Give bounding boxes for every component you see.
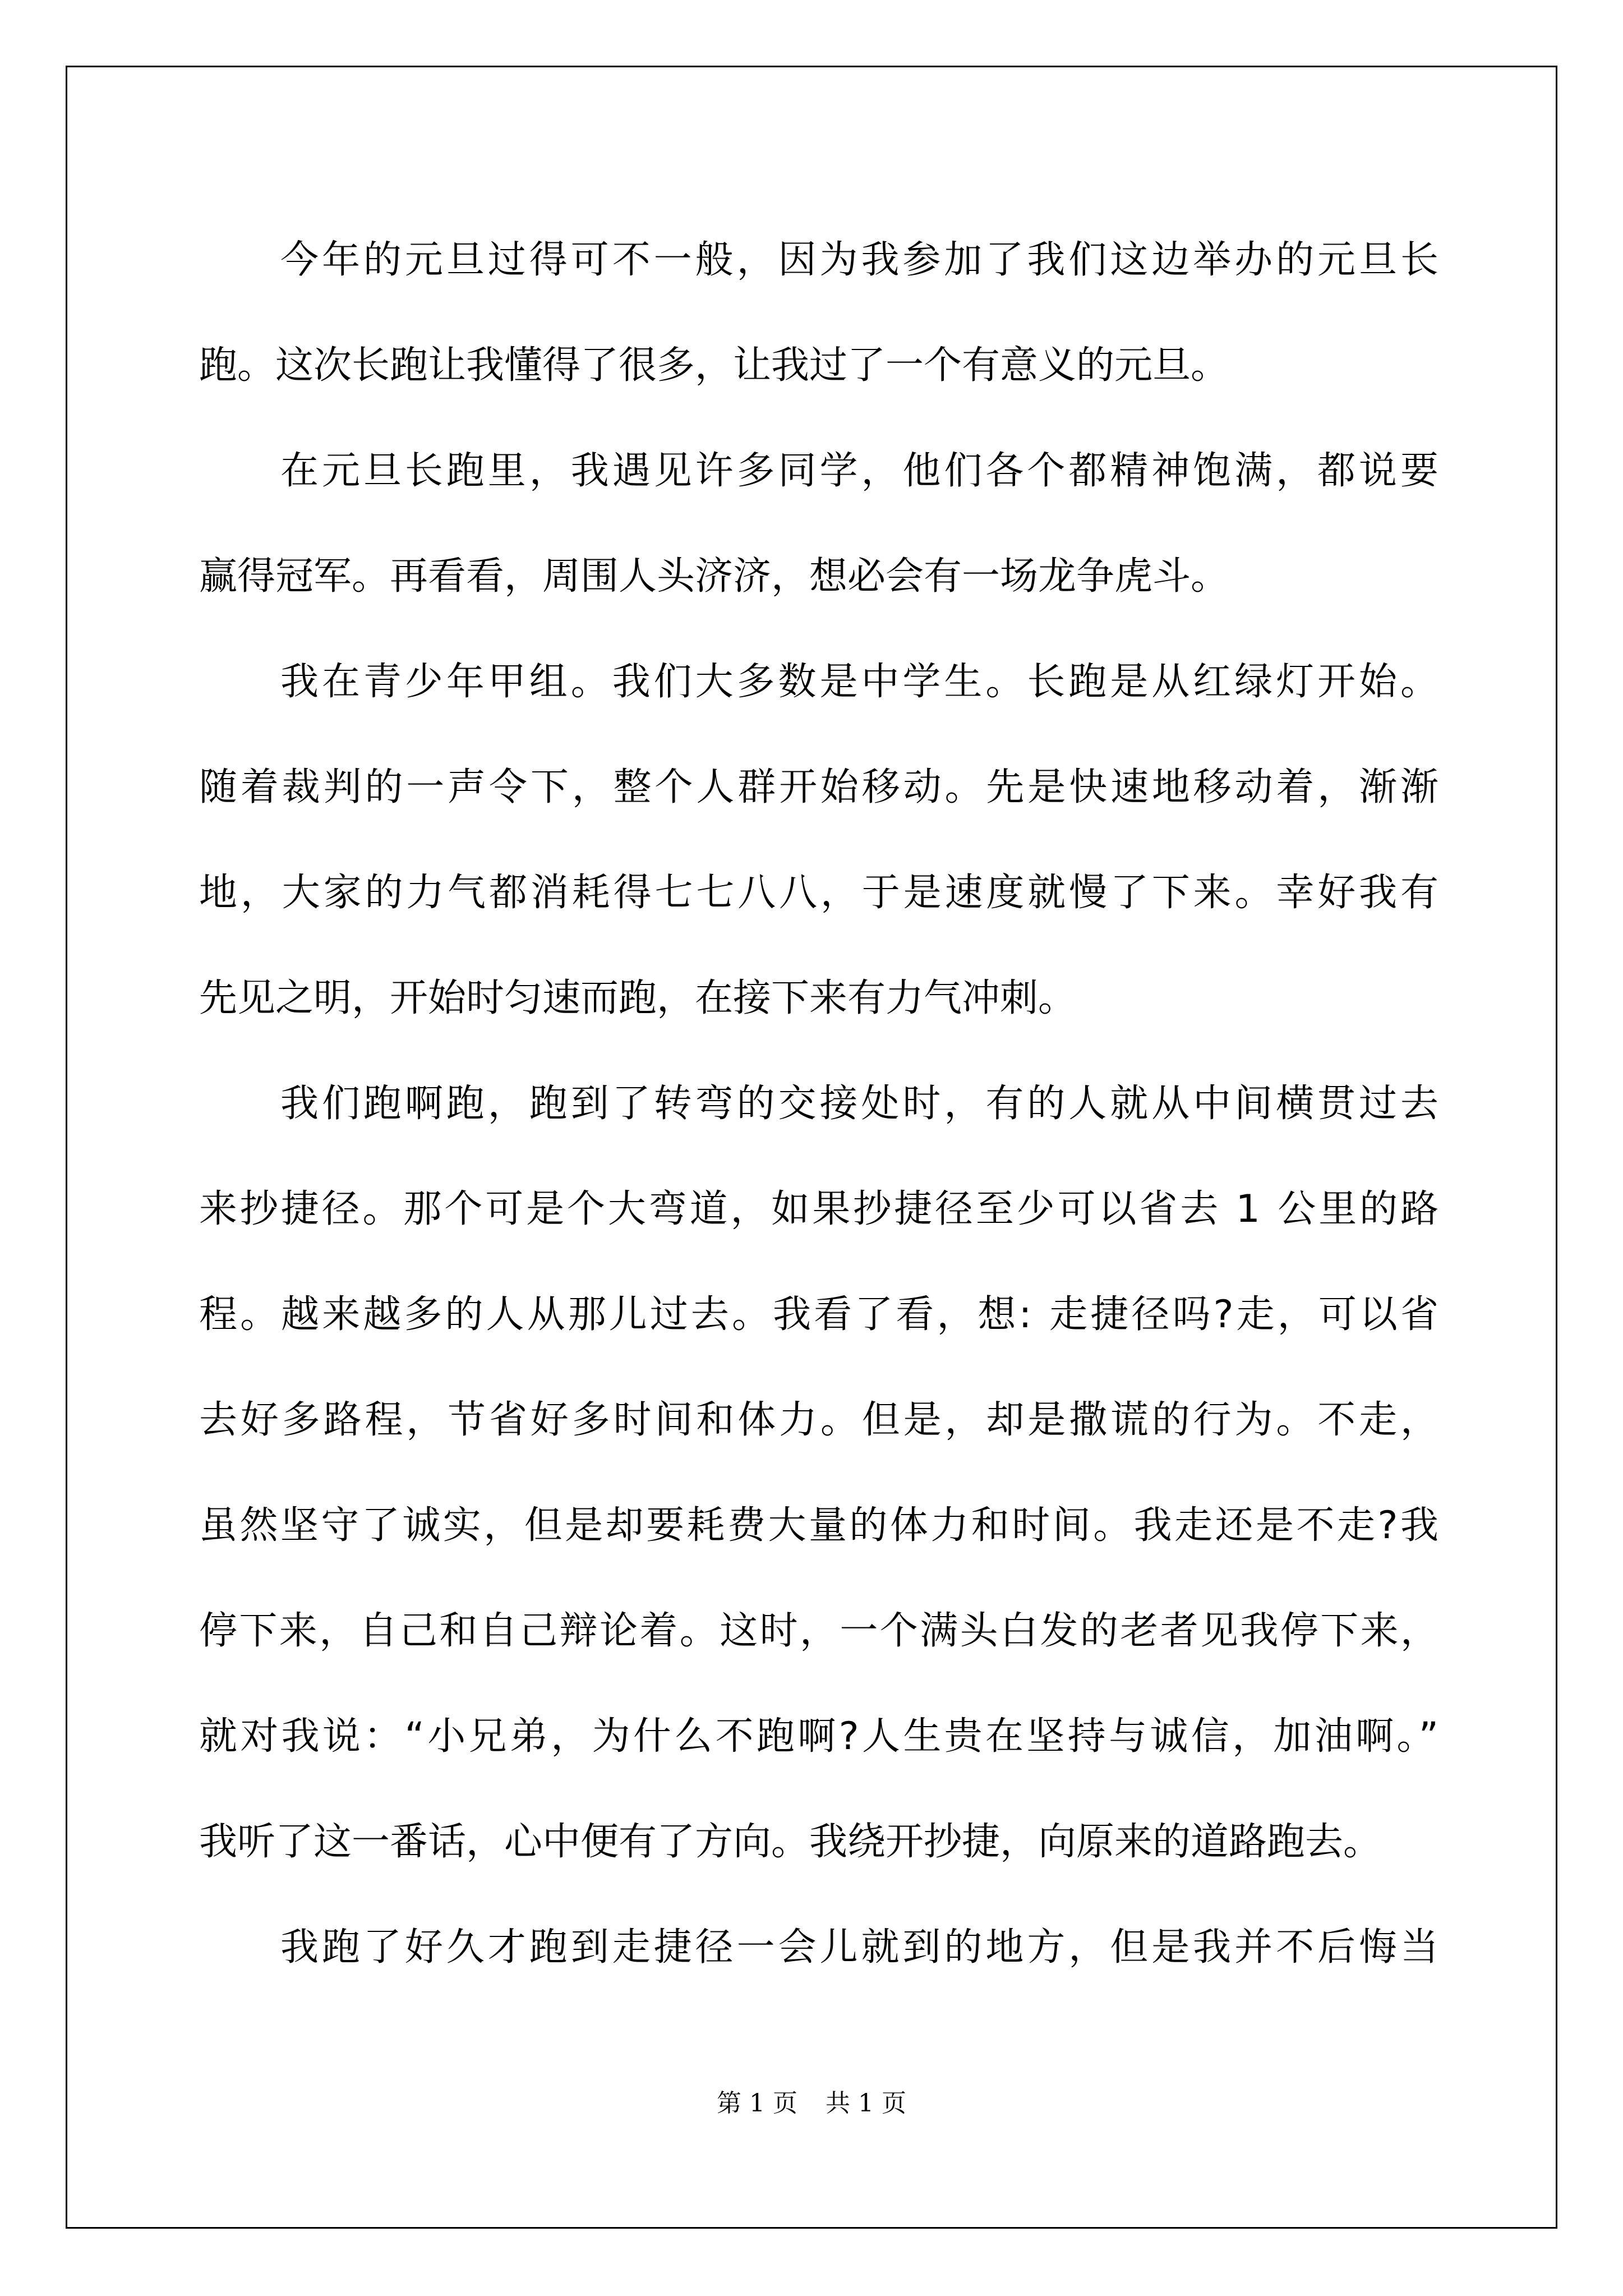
text-line: 去好多路程，节省好多时间和体力。但是，却是撒谎的行为。不走，: [199, 1398, 1442, 1442]
total-pages: 共 1 页: [826, 2089, 906, 2118]
text-line: 来抄捷径。那个可是个大弯道，如果抄捷径至少可以省去 1 公里的路: [199, 1187, 1441, 1231]
page-footer: [0, 2087, 1623, 2120]
text-line: 虽然坚守了诚实，但是却要耗费大量的体力和时间。我走还是不走?我: [199, 1503, 1441, 1548]
document-body: [199, 208, 1442, 2000]
text-line: 我听了这一番话，心中便有了方向。我绕开抄捷，向原来的道路跑去。: [199, 1820, 1382, 1864]
text-line: 我跑了好久才跑到走捷径一会儿就到的地方，但是我并不后悔当: [280, 1925, 1442, 1970]
text-line: 程。越来越多的人从那儿过去。我看了看，想: 走捷径吗?走，可以省: [199, 1292, 1442, 1337]
text-line: 今年的元旦过得可不一般，因为我参加了我们这边举办的元旦长: [280, 238, 1442, 282]
page-number: 第 1 页: [717, 2089, 797, 2118]
text-line: 跑。这次长跑让我懂得了很多，让我过了一个有意义的元旦。: [199, 343, 1229, 388]
text-line: 在元旦长跑里，我遇见许多同学，他们各个都精神饱满，都说要: [280, 449, 1442, 493]
text-line: 随着裁判的一声令下，整个人群开始移动。先是快速地移动着，渐渐: [199, 765, 1442, 809]
text-line: 就对我说：“小兄弟，为什么不跑啊?人生贵在坚持与诚信，加油啊。”: [199, 1714, 1442, 1759]
text-line: 停下来，自己和自己辩论着。这时，一个满头白发的老者见我停下来，: [199, 1609, 1441, 1653]
text-line: 先见之明，开始时匀速而跑，在接下来有力气冲刺。: [199, 976, 1077, 1020]
text-line: 地，大家的力气都消耗得七七八八，于是速度就慢了下来。幸好我有: [199, 871, 1442, 915]
text-line: 我们跑啊跑，跑到了转弯的交接处时，有的人就从中间横贯过去: [280, 1082, 1442, 1126]
text-line: 我在青少年甲组。我们大多数是中学生。长跑是从红绿灯开始。: [280, 660, 1442, 704]
text-line: 赢得冠军。再看看，周围人头济济，想必会有一场龙争虎斗。: [199, 554, 1229, 599]
